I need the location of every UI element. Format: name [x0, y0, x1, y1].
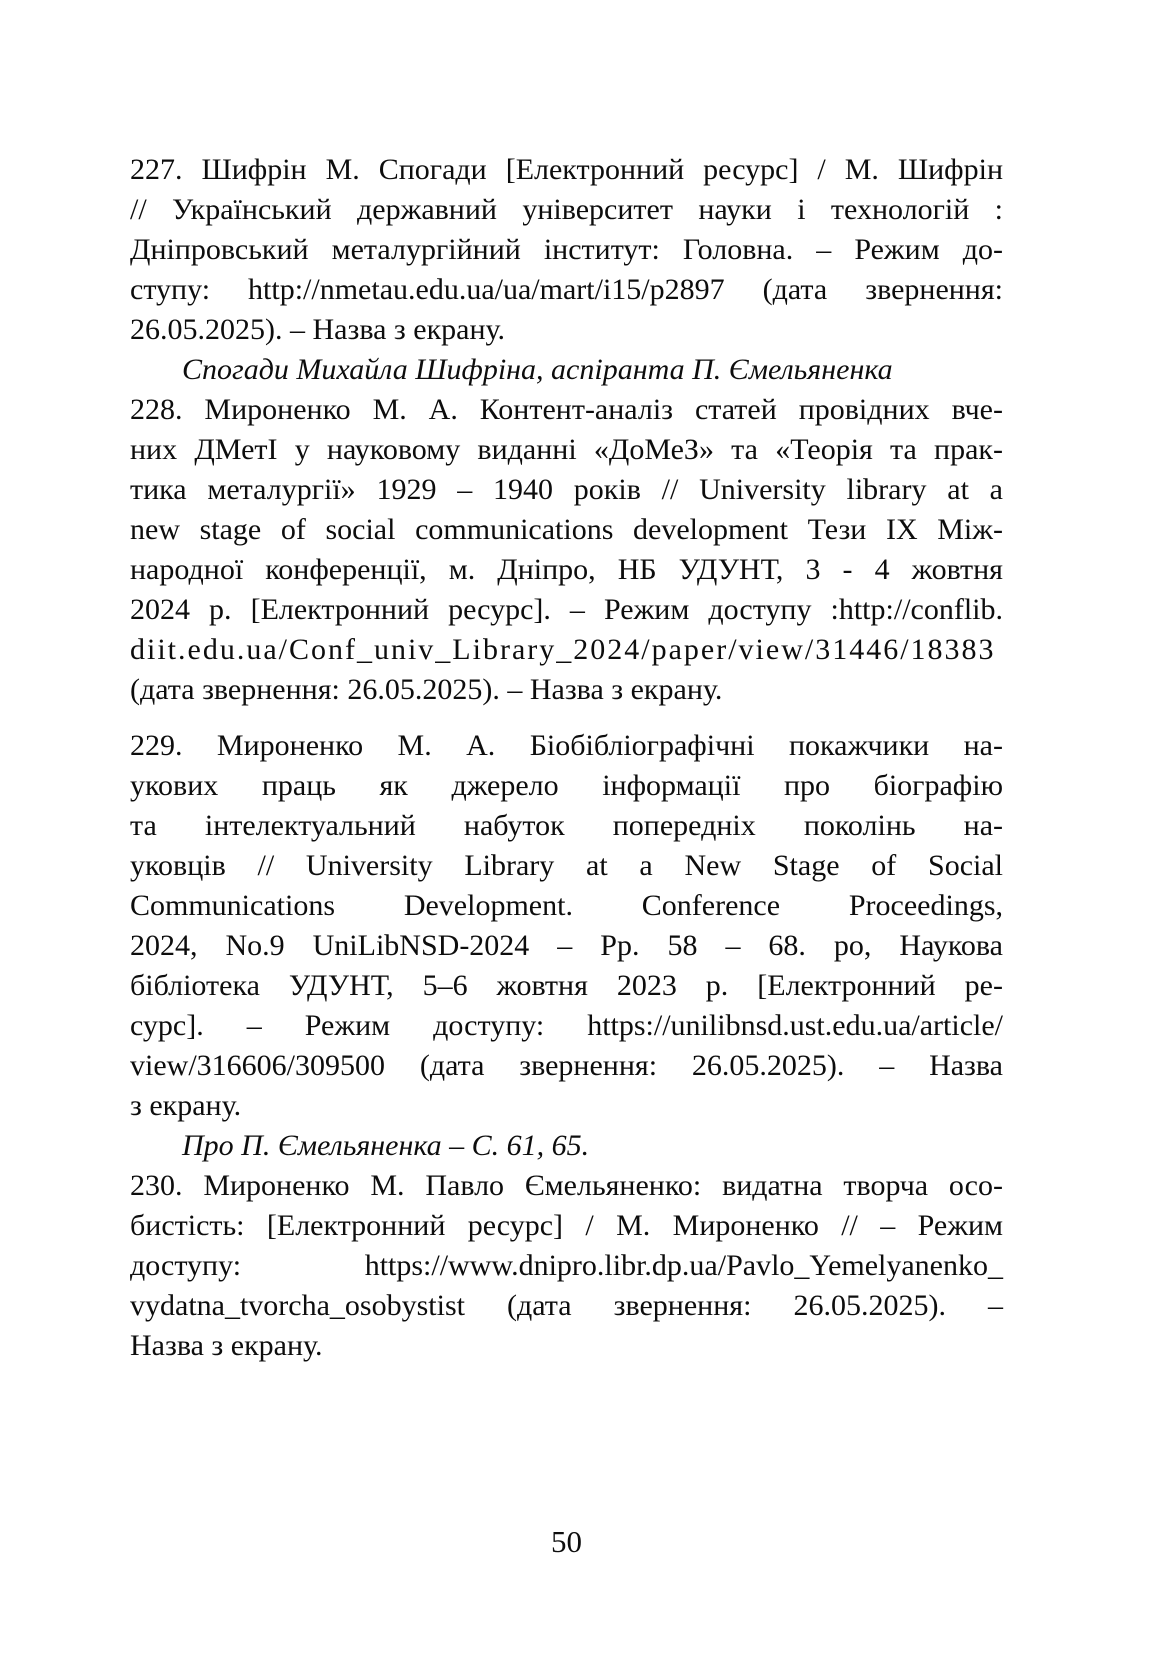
page-number: 50 — [551, 1524, 582, 1559]
entry-229-line: та інтелектуальний набуток попередніх поколінь на- — [130, 809, 1003, 842]
entry-229-line: сурс]. – Режим доступу: https://unilibnsd.ust.edu.ua/article/ — [130, 1009, 1003, 1042]
entry-230-line: Назва з екрану. — [130, 1329, 323, 1362]
document-page-text — [130, 150, 1003, 1366]
entry-229-line: з екрану. — [130, 1089, 242, 1122]
entry-228-line: 2024 р. [Електронний ресурс]. – Режим доступу :http://conflib. — [130, 593, 1003, 626]
entry-230-line: vydatna_tvorcha_osobystist (дата звернення: 26.05.2025). – — [130, 1289, 1003, 1322]
entry-229-line: бібліотека УДУНТ, 5–6 жовтня 2023 р. [Електронний ре- — [130, 969, 1003, 1002]
entry-228-url-line: diit.edu.ua/Conf_univ_Library_2024/paper/view/31446/18383 — [130, 633, 996, 666]
entry-230-line: доступу: https://www.dnipro.libr.dp.ua/Pavlo_Yemelyanenko_ — [130, 1249, 1003, 1282]
annotation-yemelyanenko: Про П. Ємельяненка – С. 61, 65. — [182, 1129, 590, 1162]
entry-229-line: уковців // University Library at a New Stage of Social — [130, 849, 1003, 882]
entry-227-line: ступу: http://nmetau.edu.ua/ua/mart/i15/p2897 (дата звернення: — [130, 273, 1003, 306]
bibliography-entry-229 — [130, 726, 1003, 1126]
bibliography-entry-228 — [130, 390, 1003, 710]
entry-229-line: view/316606/309500 (дата звернення: 26.05.2025). – Назва — [130, 1049, 1003, 1082]
entry-227-line: Дніпровський металургійний інститут: Головна. – Режим до- — [130, 233, 1003, 266]
entry-227-line: 26.05.2025). – Назва з екрану. — [130, 313, 506, 346]
bibliography-entry-227 — [130, 150, 1003, 350]
entry-228-line: народної конференції, м. Дніпро, НБ УДУНТ, 3 - 4 жовтня — [130, 553, 1003, 586]
entry-228-line: тика металургії» 1929 – 1940 років // University library at a — [130, 473, 1003, 506]
entry-228-line: 228. Мироненко М. А. Контент-аналіз статей провідних вче- — [130, 393, 1003, 426]
entry-227-line: 227. Шифрін М. Спогади [Електронний ресурс] / М. Шифрін — [130, 153, 1003, 186]
bibliography-entry-230 — [130, 1166, 1003, 1366]
entry-230-line: бистість: [Електронний ресурс] / М. Мироненко // – Режим — [130, 1209, 1003, 1242]
entry-229-line: укових праць як джерело інформації про біографію — [130, 769, 1003, 802]
entry-227-line: // Український державний університет науки і технологій : — [130, 193, 1003, 226]
entry-228-line: (дата звернення: 26.05.2025). – Назва з екрану. — [130, 673, 723, 706]
entry-229-line: 229. Мироненко М. А. Біобібліографічні покажчики на- — [130, 729, 1003, 762]
entry-228-line: new stage of social communications development Тези IX Між- — [130, 513, 1003, 546]
entry-228-line: них ДМетІ у науковому виданні «ДоМеЗ» та «Теорія та прак- — [130, 433, 1003, 466]
annotation-shifrin: Спогади Михайла Шифріна, аспіранта П. Ємельяненка — [182, 353, 893, 386]
entry-229-line: 2024, No.9 UniLibNSD-2024 – Pp. 58 – 68. ро, Наукова — [130, 929, 1003, 962]
entry-230-line: 230. Мироненко М. Павло Ємельяненко: видатна творча осо- — [130, 1169, 1003, 1202]
entry-229-line: Communications Development. Conference Proceedings, — [130, 889, 1003, 922]
